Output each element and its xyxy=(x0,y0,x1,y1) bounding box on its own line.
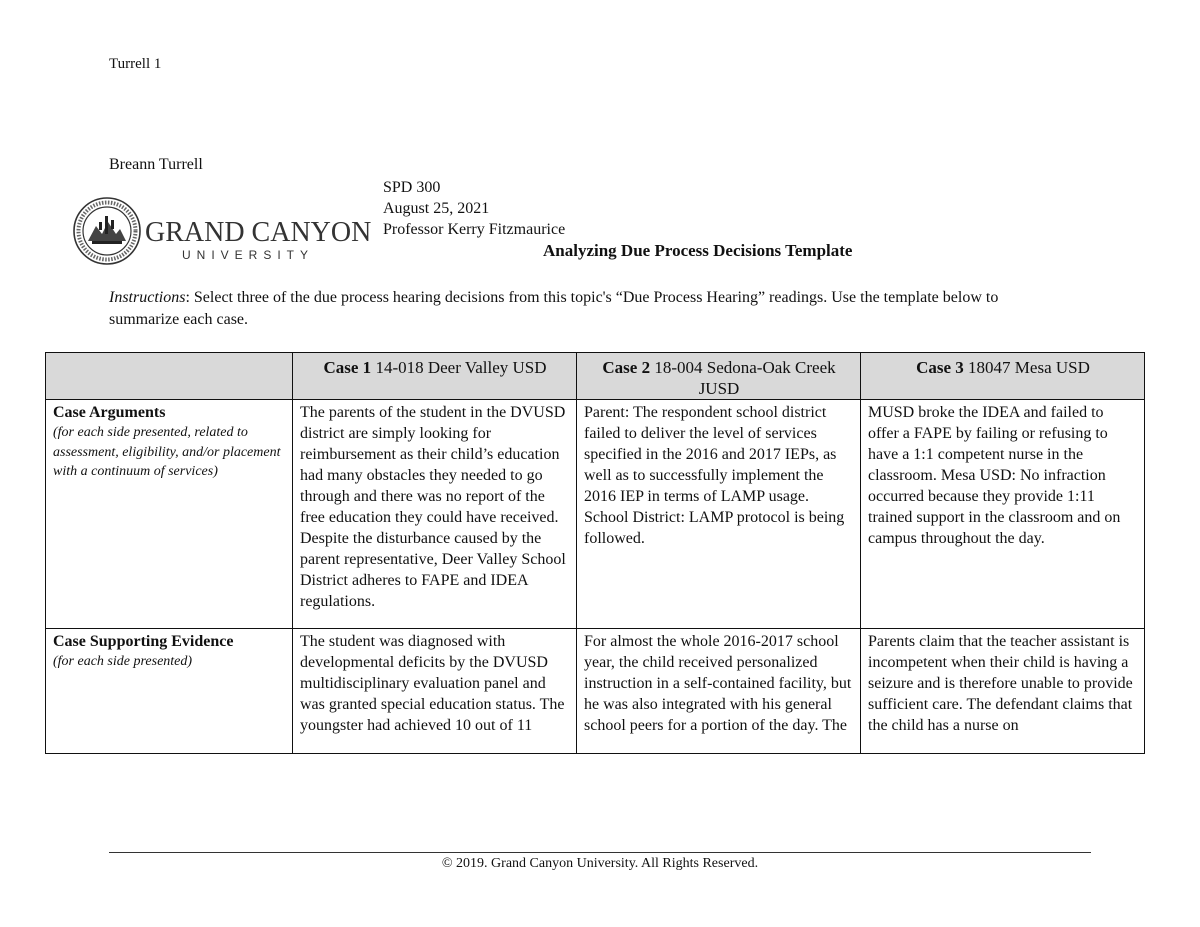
instructions-lead: Instructions xyxy=(109,289,186,306)
document-title: Analyzing Due Process Decisions Template xyxy=(543,241,853,260)
row-label: Case Supporting Evidence xyxy=(53,633,234,650)
table-cell: The student was diagnosed with developmental deficits by the DVUSD multidisciplinary evaluation panel and was granted special education status. The youngster had achieved 10 out of 11 xyxy=(293,629,577,754)
course-code: SPD 300 xyxy=(383,179,441,196)
header-case-1: Case 1 14-018 Deer Valley USD xyxy=(293,353,577,400)
footer-copyright: © 2019. Grand Canyon University. All Rights Reserved. xyxy=(441,856,759,871)
footer-divider xyxy=(109,852,1091,853)
assignment-date: August 25, 2021 xyxy=(383,200,490,217)
table-row xyxy=(46,400,1145,629)
table-cell: Parent: The respondent school district failed to deliver the level of services specified in the 2016 and 2017 IEPs, as well as to successfully implement the 2016 IEP in terms of LAMP usage. School District: LAMP protocol is being followed. xyxy=(577,400,861,629)
course-info xyxy=(383,177,565,240)
header-empty-cell xyxy=(46,353,293,400)
table-row xyxy=(46,629,1145,754)
header-case-3: Case 3 18047 Mesa USD xyxy=(861,353,1145,400)
row-label-cell xyxy=(46,629,293,754)
running-head: Turrell 1 xyxy=(109,56,162,72)
logo-wordmark: GRAND CANYON xyxy=(145,217,372,248)
table-cell: Parents claim that the teacher assistant is incompetent when their child is having a seizure and is therefore unable to provide sufficient care. The defendant claims that the child has a nurse on xyxy=(861,629,1145,754)
case-table xyxy=(45,352,1145,754)
instructions-text: : Select three of the due process hearing decisions from this topic's “Due Process Hearing” readings. Use the template below to summarize each case. xyxy=(109,289,999,328)
table-cell: For almost the whole 2016-2017 school year, the child received personalized instruction in a self-contained facility, but he was also integrated with his general school peers for a portion of the day. The xyxy=(577,629,861,754)
row-label: Case Arguments xyxy=(53,404,166,421)
university-seal-icon xyxy=(74,198,140,264)
row-label-cell xyxy=(46,400,293,629)
table-cell: The parents of the student in the DVUSD district are simply looking for reimbursement as their child’s education had many obstacles they needed to go through and there was no report of the free education they could have received. Despite the disturbance caused by the parent representative, Deer Valley School District adheres to FAPE and IDEA regulations. xyxy=(293,400,577,629)
table-header-row xyxy=(46,353,1145,400)
instructions xyxy=(109,287,1069,331)
professor-name: Professor Kerry Fitzmaurice xyxy=(383,221,566,238)
logo-subtitle: UNIVERSITY xyxy=(182,248,315,262)
table-cell: MUSD broke the IDEA and failed to offer a FAPE by failing or refusing to have a 1:1 competent nurse in the classroom. Mesa USD: No infraction occurred because they provide 1:11 trained support in the classroom and on campus throughout the day. xyxy=(861,400,1145,629)
header-case-2: Case 2 18-004 Sedona-Oak Creek JUSD xyxy=(577,353,861,400)
author-name: Breann Turrell xyxy=(109,156,203,173)
row-sublabel: (for each side presented, related to assessment, eligibility, and/or placement with a continuum of services) xyxy=(53,425,281,479)
university-logo xyxy=(72,196,372,266)
row-sublabel: (for each side presented) xyxy=(53,654,193,669)
